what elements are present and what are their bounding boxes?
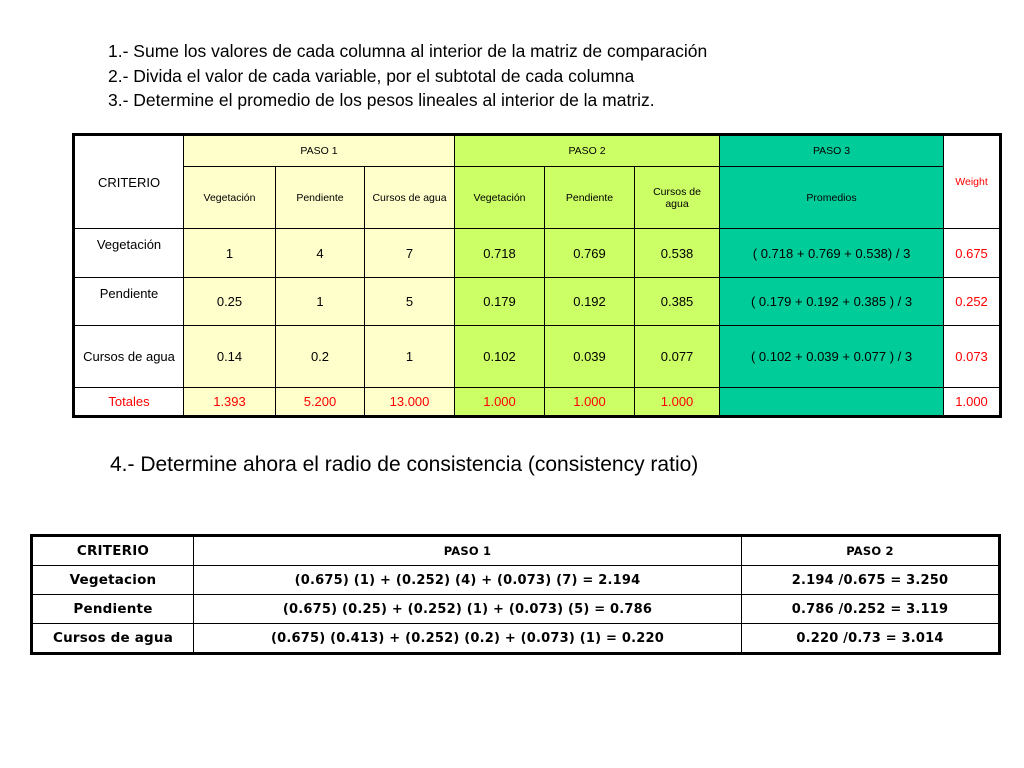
cell-value: 0.192: [545, 278, 635, 326]
header-paso-2: PASO 2: [742, 536, 1000, 566]
subheader-p2-cursos: Cursos de agua: [635, 167, 720, 229]
totals-label: Totales: [74, 388, 184, 417]
header-paso-3: PASO 3: [720, 135, 944, 167]
subheader-p2-vegetacion: Vegetación: [455, 167, 545, 229]
header-paso-1: PASO 1: [184, 135, 455, 167]
comparison-matrix-table: [72, 133, 1002, 418]
instruction-1: 1.- Sume los valores de cada columna al interior de la matriz de comparación: [108, 41, 708, 61]
header-criterio: CRITERIO: [32, 536, 194, 566]
total-value: 1.000: [635, 388, 720, 417]
totals-row: [74, 388, 1001, 417]
cell-value: 0.102: [455, 326, 545, 388]
row-paso-2: 0.220 /0.73 = 3.014: [742, 624, 1000, 654]
table-row: [32, 595, 1000, 624]
total-promedio-empty: [720, 388, 944, 417]
total-value: 1.000: [455, 388, 545, 417]
cell-promedio: ( 0.718 + 0.769 + 0.538) / 3: [720, 229, 944, 278]
step-4-heading: 4.- Determine ahora el radio de consistencia (consistency ratio): [110, 453, 699, 476]
cell-value: 0.718: [455, 229, 545, 278]
cell-promedio: ( 0.179 + 0.192 + 0.385 ) / 3: [720, 278, 944, 326]
cell-value: 0.25: [184, 278, 276, 326]
row-paso-2: 2.194 /0.675 = 3.250: [742, 566, 1000, 595]
cell-weight: 0.675: [944, 229, 1001, 278]
total-value: 13.000: [365, 388, 455, 417]
cell-value: 0.14: [184, 326, 276, 388]
cell-value: 0.077: [635, 326, 720, 388]
row-paso-1: (0.675) (0.25) + (0.252) (1) + (0.073) (5) = 0.786: [194, 595, 742, 624]
total-value: 1.393: [184, 388, 276, 417]
header-paso-1: PASO 1: [194, 536, 742, 566]
row-label: Pendiente: [74, 278, 184, 326]
row-paso-1: (0.675) (1) + (0.252) (4) + (0.073) (7) = 2.194: [194, 566, 742, 595]
cell-value: 4: [276, 229, 365, 278]
header-criterio: CRITERIO: [74, 135, 184, 229]
instruction-3: 3.- Determine el promedio de los pesos lineales al interior de la matriz.: [108, 90, 655, 110]
cell-value: 5: [365, 278, 455, 326]
subheader-p1-cursos: Cursos de agua: [365, 167, 455, 229]
cell-value: 0.538: [635, 229, 720, 278]
subheader-promedios: Promedios: [720, 167, 944, 229]
cell-promedio: ( 0.102 + 0.039 + 0.077 ) / 3: [720, 326, 944, 388]
table-row: [74, 326, 1001, 388]
cell-value: 0.179: [455, 278, 545, 326]
cell-value: 0.2: [276, 326, 365, 388]
cell-weight: 0.252: [944, 278, 1001, 326]
row-paso-1: (0.675) (0.413) + (0.252) (0.2) + (0.073) (1) = 0.220: [194, 624, 742, 654]
subheader-p1-vegetacion: Vegetación: [184, 167, 276, 229]
header-paso-2: PASO 2: [455, 135, 720, 167]
row-criterio: Vegetacion: [32, 566, 194, 595]
table-row: [32, 624, 1000, 654]
row-paso-2: 0.786 /0.252 = 3.119: [742, 595, 1000, 624]
cell-value: 1: [276, 278, 365, 326]
cell-value: 1: [365, 326, 455, 388]
header-weight: Weight: [944, 135, 1001, 229]
cell-weight: 0.073: [944, 326, 1001, 388]
consistency-header-row: [32, 536, 1000, 566]
cell-value: 1: [184, 229, 276, 278]
subheader-p1-pendiente: Pendiente: [276, 167, 365, 229]
total-value: 1.000: [545, 388, 635, 417]
consistency-table: [30, 534, 1001, 655]
instructions-list: [108, 39, 707, 113]
row-criterio: Pendiente: [32, 595, 194, 624]
table-row: [74, 278, 1001, 326]
total-weight: 1.000: [944, 388, 1001, 417]
row-criterio: Cursos de agua: [32, 624, 194, 654]
cell-value: 0.385: [635, 278, 720, 326]
cell-value: 7: [365, 229, 455, 278]
table-row: [32, 566, 1000, 595]
total-value: 5.200: [276, 388, 365, 417]
instruction-2: 2.- Divida el valor de cada variable, por el subtotal de cada columna: [108, 65, 635, 86]
row-label: Vegetación: [74, 229, 184, 278]
cell-value: 0.769: [545, 229, 635, 278]
row-label: Cursos de agua: [74, 326, 184, 388]
cell-value: 0.039: [545, 326, 635, 388]
table-row: [74, 229, 1001, 278]
subheader-p2-pendiente: Pendiente: [545, 167, 635, 229]
